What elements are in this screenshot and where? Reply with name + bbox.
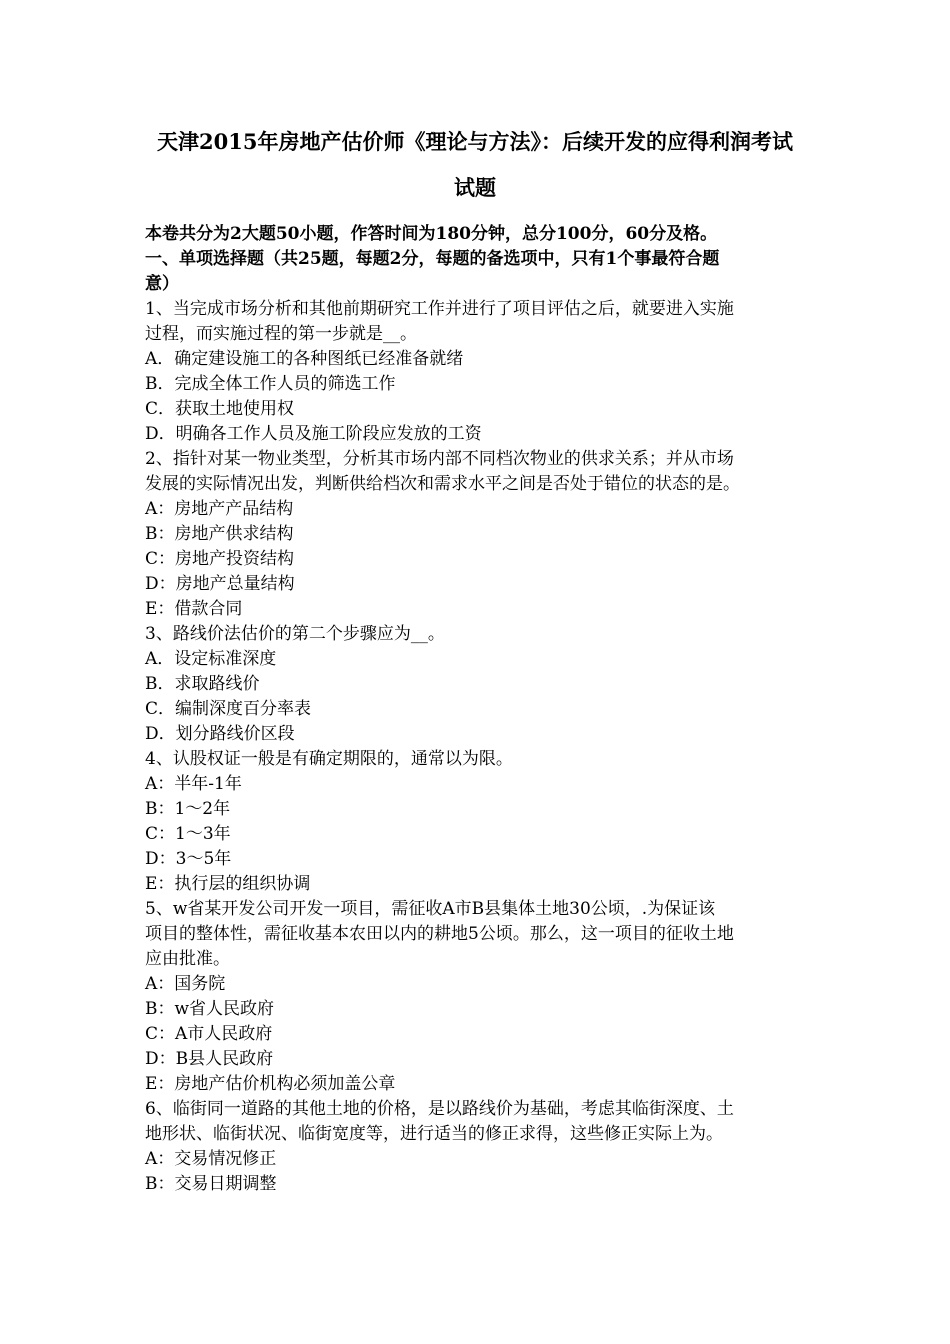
question-stem-line: 项目的整体性，需征收基本农田以内的耕地5公顷。那么，这一项目的征收土地: [145, 924, 734, 944]
question-stem-line: 2、指针对某一物业类型，分析其市场内部不同档次物业的供求关系；并从市场: [145, 449, 734, 469]
answer-option: C．编制深度百分率表: [145, 699, 312, 719]
exam-intro: 本卷共分为2大题50小题，作答时间为180分钟，总分100分，60分及格。: [145, 224, 718, 244]
question: [145, 297, 813, 447]
document-title-line-1: 天津2015年房地产估价师《理论与方法》：后续开发的应得利润考试: [157, 129, 793, 154]
answer-option: D．明确各工作人员及施工阶段应发放的工资: [145, 424, 482, 444]
question-stem-line: 过程，而实施过程的第一步就是__。: [145, 324, 417, 344]
answer-option: D．划分路线价区段: [145, 724, 295, 744]
question-stem-line: 6、临街同一道路的其他土地的价格，是以路线价为基础，考虑其临街深度、土: [145, 1099, 734, 1119]
question-stem-line: 应由批准。: [145, 949, 230, 969]
answer-option: C：A市人民政府: [145, 1024, 273, 1044]
answer-option: A．设定标准深度: [145, 649, 277, 669]
answer-option: A．确定建设施工的各种图纸已经准备就绪: [145, 349, 464, 369]
question-stem-line: 4、认股权证一般是有确定期限的，通常以为限。: [145, 749, 513, 769]
answer-option: C．获取土地使用权: [145, 399, 295, 419]
answer-option: D：房地产总量结构: [145, 574, 295, 594]
answer-option: B．完成全体工作人员的筛选工作: [145, 374, 396, 394]
answer-option: E：执行层的组织协调: [145, 874, 311, 894]
document-title-line-2: 试题: [454, 175, 496, 200]
question: [145, 622, 813, 747]
document-body: [145, 222, 813, 1197]
answer-option: A：交易情况修正: [145, 1149, 277, 1169]
question-stem-line: 3、路线价法估价的第二个步骤应为__。: [145, 624, 445, 644]
answer-option: C：1～3年: [145, 824, 231, 844]
answer-option: D：B县人民政府: [145, 1049, 274, 1069]
answer-option: E：房地产估价机构必须加盖公章: [145, 1074, 396, 1094]
answer-option: A：半年-1年: [145, 774, 242, 794]
question-stem-line: 地形状、临街状况、临街宽度等，进行适当的修正求得，这些修正实际上为。: [145, 1124, 723, 1144]
answer-option: B：交易日期调整: [145, 1174, 277, 1194]
answer-option: E：借款合同: [145, 599, 243, 619]
answer-option: C：房地产投资结构: [145, 549, 295, 569]
question-stem-line: 5、w省某开发公司开发一项目，需征收A市B县集体土地30公顷，.为保证该: [145, 899, 716, 919]
answer-option: B：w省人民政府: [145, 999, 275, 1019]
answer-option: A：国务院: [145, 974, 226, 994]
question: [145, 897, 813, 1097]
section-heading-line-2: 意）: [145, 274, 179, 294]
answer-option: D：3～5年: [145, 849, 232, 869]
question-stem-line: 1、当完成市场分析和其他前期研究工作并进行了项目评估之后，就要进入实施: [145, 299, 734, 319]
answer-option: A：房地产产品结构: [145, 499, 294, 519]
question: [145, 447, 813, 622]
question: [145, 747, 813, 897]
section-heading-line-1: 一、单项选择题（共25题，每题2分，每题的备选项中，只有1个事最符合题: [145, 249, 720, 269]
answer-option: B：房地产供求结构: [145, 524, 294, 544]
question: [145, 1097, 813, 1197]
answer-option: B．求取路线价: [145, 674, 260, 694]
answer-option: B：1～2年: [145, 799, 231, 819]
question-stem-line: 发展的实际情况出发，判断供给档次和需求水平之间是否处于错位的状态的是。: [145, 474, 740, 494]
